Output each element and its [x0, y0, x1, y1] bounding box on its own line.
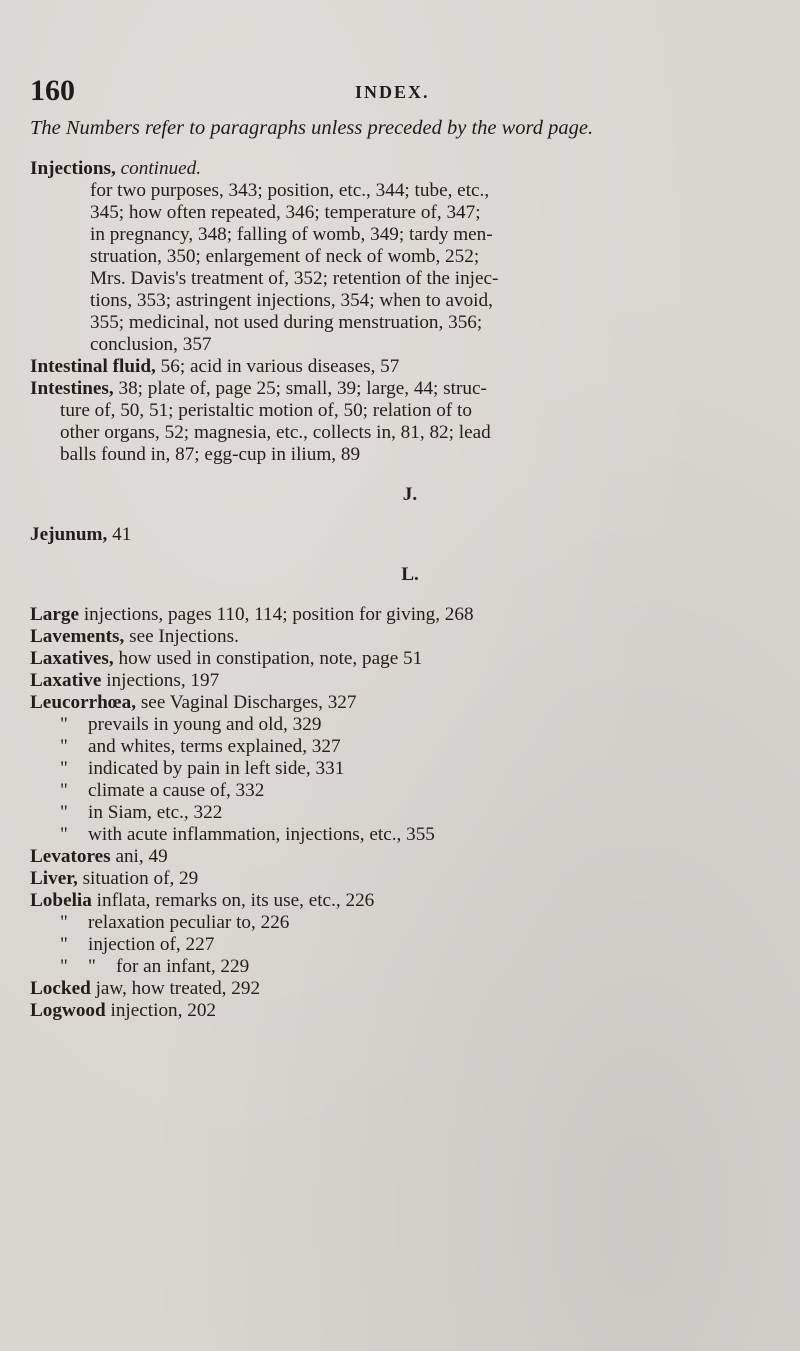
entry-text: with acute inflammation, injections, etc., 355	[88, 824, 435, 845]
entry-text: 38; plate of, page 25; small, 39; large, 44; struc-	[113, 378, 487, 399]
entry-head: Injections,	[30, 158, 116, 179]
entry-lobelia	[30, 890, 790, 912]
index-content	[30, 158, 790, 1022]
entry-head: Lavements,	[30, 626, 125, 647]
entry-subline	[30, 758, 790, 780]
entry-text: indicated by pain in left side, 331	[88, 758, 345, 779]
ditto-mark: "	[60, 824, 68, 845]
entry-line: for two purposes, 343; position, etc., 344; tube, etc.,	[90, 180, 490, 201]
entry-levatores	[30, 846, 790, 868]
entry-locked-jaw	[30, 978, 790, 1000]
entry-large	[30, 604, 790, 626]
entry-text: climate a cause of, 332	[88, 780, 265, 801]
entry-subline	[30, 780, 790, 802]
ditto-mark: "	[60, 780, 68, 801]
ditto-mark: "	[60, 802, 68, 823]
entry-subline	[30, 714, 790, 736]
entry-line: 355; medicinal, not used during menstruation, 356;	[90, 312, 483, 333]
entry-logwood	[30, 1000, 790, 1022]
entry-head: Intestinal fluid,	[30, 356, 156, 377]
entry-line: ture of, 50, 51; peristaltic motion of, 50; relation of to	[60, 400, 472, 421]
entry-subline	[30, 912, 790, 934]
entry-text: injections, 197	[101, 670, 220, 691]
entry-head: Logwood	[30, 1000, 106, 1021]
entry-liver	[30, 868, 790, 890]
entry-text: for an infant, 229	[116, 956, 250, 977]
entry-intestines	[30, 378, 790, 400]
entry-text: prevails in young and old, 329	[88, 714, 322, 735]
entry-head: Laxatives,	[30, 648, 114, 669]
entry-text: 56; acid in various diseases, 57	[155, 356, 400, 377]
entry-head: Laxative	[30, 670, 102, 691]
entry-subline	[30, 802, 790, 824]
ditto-mark: "	[60, 714, 68, 735]
entry-lavements	[30, 626, 790, 648]
ditto-mark: "	[88, 956, 96, 977]
entry-line: Mrs. Davis's treatment of, 352; retention of the injec-	[90, 268, 499, 289]
entry-text: ani, 49	[110, 846, 168, 867]
ditto-mark: "	[60, 736, 68, 757]
ditto-mark: "	[60, 912, 68, 933]
entry-head: Levatores	[30, 846, 111, 867]
entry-text: relaxation peculiar to, 226	[88, 912, 290, 933]
entry-line: balls found in, 87; egg-cup in ilium, 89	[60, 444, 361, 465]
section-letter-j: J.	[402, 484, 418, 505]
entry-subline	[30, 824, 790, 846]
entry-text: and whites, terms explained, 327	[88, 736, 341, 757]
entry-text: see Injections.	[124, 626, 239, 647]
ditto-mark: "	[60, 934, 68, 955]
entry-text: see Vaginal Discharges, 327	[136, 692, 357, 713]
entry-text: 41	[107, 524, 132, 545]
entry-jejunum	[30, 524, 790, 546]
entry-subline	[30, 956, 790, 978]
running-head: INDEX.	[355, 82, 430, 102]
page-header	[30, 74, 790, 114]
entry-text: injection of, 227	[88, 934, 215, 955]
section-letter-l: L.	[401, 564, 419, 585]
entry-laxative	[30, 670, 790, 692]
entry-intestinal-fluid	[30, 356, 790, 378]
entry-head: Leucorrhœa,	[30, 692, 137, 713]
entry-head: Jejunum,	[30, 524, 108, 545]
entry-line: tions, 353; astringent injections, 354; when to avoid,	[90, 290, 493, 311]
entry-line: conclusion, 357	[90, 334, 212, 355]
entry-head: Locked	[30, 978, 91, 999]
entry-line: struation, 350; enlargement of neck of womb, 252;	[90, 246, 480, 267]
entry-text: injection, 202	[105, 1000, 217, 1021]
entry-text: jaw, how treated, 292	[90, 978, 261, 999]
entry-line: 345; how often repeated, 346; temperature of, 347;	[90, 202, 481, 223]
continued-label: continued.	[120, 158, 202, 179]
index-note: The Numbers refer to paragraphs unless preceded by the word page.	[30, 117, 594, 139]
entry-text: how used in constipation, note, page 51	[113, 648, 423, 669]
entry-text: situation of, 29	[77, 868, 199, 889]
entry-text: injections, pages 110, 114; position for giving, 268	[79, 604, 474, 625]
entry-line: in pregnancy, 348; falling of womb, 349; tardy men-	[90, 224, 493, 245]
entry-subline	[30, 934, 790, 956]
entry-head: Large	[30, 604, 80, 625]
ditto-mark: "	[60, 758, 68, 779]
entry-text: inflata, remarks on, its use, etc., 226	[91, 890, 375, 911]
entry-text: in Siam, etc., 322	[88, 802, 223, 823]
entry-head: Liver,	[30, 868, 78, 889]
entry-head: Lobelia	[30, 890, 92, 911]
ditto-mark: "	[60, 956, 68, 977]
entry-laxatives	[30, 648, 790, 670]
page-number: 160	[30, 74, 75, 107]
entry-head: Intestines,	[30, 378, 114, 399]
entry-subline	[30, 736, 790, 758]
entry-leucorrhoea	[30, 692, 790, 714]
entry-line: other organs, 52; magnesia, etc., collects in, 81, 82; lead	[60, 422, 491, 443]
entry-injections	[30, 158, 790, 180]
